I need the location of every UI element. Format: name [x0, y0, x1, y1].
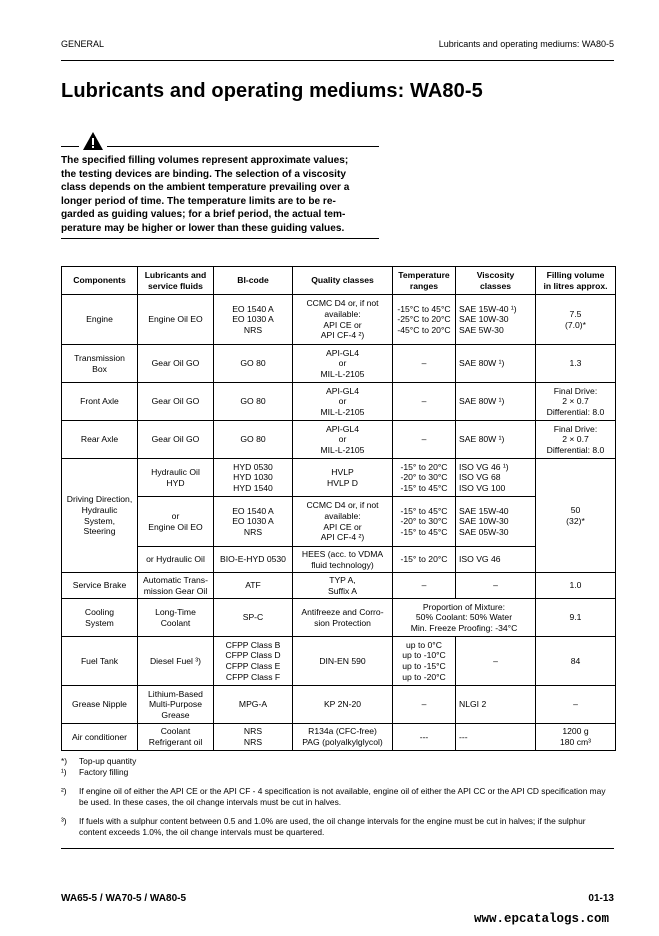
cell-bi-code: SP-C [214, 599, 293, 637]
footnote-three [61, 816, 615, 838]
cell-fill: 9.1 [536, 599, 616, 637]
cell-quality: CCMC D4 or, if not available: API CE or API CF-4 ²) [293, 295, 393, 345]
footnote-mark: ³) [61, 816, 67, 826]
cell-component: Cooling System [62, 599, 138, 637]
cell-component: Grease Nipple [62, 686, 138, 724]
cell-viscosity: SAE 80W ¹) [456, 345, 536, 383]
footnote-mark: ¹) [61, 767, 67, 777]
table-row [62, 295, 616, 345]
cell-fill: – [536, 686, 616, 724]
header-bi-code: BI-code [214, 267, 293, 295]
cell-component: Engine [62, 295, 138, 345]
cell-quality: R134a (CFC-free) PAG (polyalkylglycol) [293, 724, 393, 751]
cell-quality: API-GL4 or MIL-L-2105 [293, 345, 393, 383]
cell-fluid: Automatic Trans- mission Gear Oil [138, 573, 214, 599]
cell-bi-code: CFPP Class B CFPP Class D CFPP Class E CFPP Class F [214, 637, 293, 686]
cell-temperature: -15° to 20°C [393, 547, 456, 573]
cell-temperature: – [393, 686, 456, 724]
cell-viscosity: SAE 15W-40 ¹) SAE 10W-30 SAE 5W-30 [456, 295, 536, 345]
header-filling-volume: Filling volume in litres approx. [536, 267, 616, 295]
footnote-rule [61, 848, 614, 849]
footnotes [61, 756, 615, 838]
cell-quality: DIN-EN 590 [293, 637, 393, 686]
cell-viscosity: --- [456, 724, 536, 751]
cell-bi-code: EO 1540 A EO 1030 A NRS [214, 295, 293, 345]
cell-bi-code: BIO-E-HYD 0530 [214, 547, 293, 573]
footnote-mark: ²) [61, 786, 67, 796]
cell-fluid: Hydraulic Oil HYD [138, 459, 214, 497]
footnote-mark: *) [61, 756, 68, 766]
cell-fluid: or Engine Oil EO [138, 497, 214, 547]
lubricants-table [61, 266, 616, 751]
cell-quality: API-GL4 or MIL-L-2105 [293, 421, 393, 459]
footnote-text: Top-up quantity [79, 756, 137, 766]
cell-quality: Antifreeze and Corro- sion Protection [293, 599, 393, 637]
warning-rule-left [61, 146, 79, 147]
cell-temperature: -15° to 45°C -20° to 30°C -15° to 45°C [393, 497, 456, 547]
header-rule [61, 60, 614, 61]
cell-fluid: Gear Oil GO [138, 421, 214, 459]
warning-line: longer period of time. The temperature limits are to be re- [61, 195, 336, 207]
cell-bi-code: GO 80 [214, 383, 293, 421]
cell-fill: 1.3 [536, 345, 616, 383]
cell-fill: 84 [536, 637, 616, 686]
cell-viscosity: SAE 80W ¹) [456, 421, 536, 459]
table-row [62, 686, 616, 724]
cell-temperature: – [393, 345, 456, 383]
cell-fluid: Engine Oil EO [138, 295, 214, 345]
cell-viscosity: ISO VG 46 ¹) ISO VG 68 ISO VG 100 [456, 459, 536, 497]
cell-bi-code: NRS NRS [214, 724, 293, 751]
footnote-star [61, 756, 615, 767]
footer-website: www.epcatalogs.com [473, 912, 609, 926]
cell-fill: 50 (32)* [536, 459, 616, 573]
table-row [62, 345, 616, 383]
table-row [62, 383, 616, 421]
table-row [62, 547, 616, 573]
cell-temperature: -15°C to 45°C -25°C to 20°C -45°C to 20°C [393, 295, 456, 345]
cell-bi-code: MPG-A [214, 686, 293, 724]
cell-viscosity: SAE 80W ¹) [456, 383, 536, 421]
cell-fill: 1.0 [536, 573, 616, 599]
cell-temperature: -15° to 20°C -20° to 30°C -15° to 45°C [393, 459, 456, 497]
cell-viscosity: SAE 15W-40 SAE 10W-30 SAE 05W-30 [456, 497, 536, 547]
cell-bi-code: ATF [214, 573, 293, 599]
cell-fluid: Lithium-Based Multi-Purpose Grease [138, 686, 214, 724]
cell-fill: 1200 g 180 cm³ [536, 724, 616, 751]
cell-bi-code: EO 1540 A EO 1030 A NRS [214, 497, 293, 547]
cell-bi-code: GO 80 [214, 421, 293, 459]
cell-fluid: Gear Oil GO [138, 383, 214, 421]
footnote-text: Factory filling [79, 767, 129, 777]
table-row [62, 497, 616, 547]
cell-bi-code: GO 80 [214, 345, 293, 383]
cell-component: Air conditioner [62, 724, 138, 751]
cell-temperature: --- [393, 724, 456, 751]
cell-viscosity: NLGI 2 [456, 686, 536, 724]
cell-temperature: up to 0°C up to -10°C up to -15°C up to -20°C [393, 637, 456, 686]
table-row [62, 573, 616, 599]
cell-quality: CCMC D4 or, if not available: API CE or API CF-4 ²) [293, 497, 393, 547]
header-viscosity: Viscosity classes [456, 267, 536, 295]
cell-temperature: – [393, 383, 456, 421]
warning-line: perature may be higher or lower than these guiding values. [61, 222, 345, 234]
cell-viscosity: ISO VG 46 [456, 547, 536, 573]
cell-mixture: Proportion of Mixture: 50% Coolant: 50% Water Min. Freeze Proofing: -34°C [393, 599, 536, 637]
cell-component: Front Axle [62, 383, 138, 421]
cell-quality: HEES (acc. to VDMA fluid technology) [293, 547, 393, 573]
cell-temperature: – [393, 421, 456, 459]
cell-fluid: Long-Time Coolant [138, 599, 214, 637]
warning-line: garded as guiding values; for a brief period, the actual tem- [61, 209, 346, 220]
table-row [62, 724, 616, 751]
header-running-title: Lubricants and operating mediums: WA80-5 [438, 39, 614, 49]
cell-quality: KP 2N-20 [293, 686, 393, 724]
header-section: GENERAL [61, 39, 105, 49]
table-row [62, 421, 616, 459]
warning-box [61, 131, 379, 239]
cell-quality: HVLP HVLP D [293, 459, 393, 497]
cell-viscosity: – [456, 573, 536, 599]
header-lubricants: Lubricants and service fluids [138, 267, 214, 295]
cell-fluid: or Hydraulic Oil [138, 547, 214, 573]
cell-fluid: Diesel Fuel ³) [138, 637, 214, 686]
table-row [62, 459, 616, 497]
warning-line: class depends on the ambient temperature prevailing over a [61, 182, 350, 193]
warning-rule-bottom [61, 238, 379, 239]
header-components: Components [62, 267, 138, 295]
cell-component: Fuel Tank [62, 637, 138, 686]
warning-triangle-icon [82, 131, 104, 151]
table-header-row [62, 267, 616, 295]
footnote-text: If engine oil of either the API CE or the API CF - 4 specification is not available, engine oil of either the API CC or the API CD specification may be used. In these cases, the oil change intervals must be cut in halves. [79, 786, 606, 807]
cell-fluid: Coolant Refrigerant oil [138, 724, 214, 751]
warning-rule-right [107, 146, 379, 147]
header-temperature: Temperature ranges [393, 267, 456, 295]
warning-line: the testing devices are binding. The selection of a viscosity [61, 168, 346, 180]
footnote-two [61, 786, 615, 808]
cell-temperature: – [393, 573, 456, 599]
cell-component: Transmission Box [62, 345, 138, 383]
cell-bi-code: HYD 0530 HYD 1030 HYD 1540 [214, 459, 293, 497]
cell-component: Rear Axle [62, 421, 138, 459]
cell-fill: Final Drive: 2 × 0.7 Differential: 8.0 [536, 383, 616, 421]
cell-quality: API-GL4 or MIL-L-2105 [293, 383, 393, 421]
footnote-text: If fuels with a sulphur content between 0.5 and 1.0% are used, the oil change intervals for the engine must be cut in halves; if the sulphur content exceeds 1.0%, the oil change intervals must be quartered. [79, 816, 586, 837]
cell-quality: TYP A, Suffix A [293, 573, 393, 599]
cell-fill: Final Drive: 2 × 0.7 Differential: 8.0 [536, 421, 616, 459]
page-title: Lubricants and operating mediums: WA80-5 [61, 80, 483, 102]
cell-fill: 7.5 (7.0)* [536, 295, 616, 345]
table-row [62, 637, 616, 686]
footnote-one [61, 767, 615, 778]
cell-component: Service Brake [62, 573, 138, 599]
cell-component: Driving Direction, Hydraulic System, Steering [62, 459, 138, 573]
table-row [62, 599, 616, 637]
warning-text [61, 154, 379, 235]
footer-models: WA65-5 / WA70-5 / WA80-5 [61, 893, 187, 904]
cell-viscosity: – [456, 637, 536, 686]
footer-page-number: 01-13 [588, 893, 614, 904]
cell-fluid: Gear Oil GO [138, 345, 214, 383]
header-quality: Quality classes [293, 267, 393, 295]
warning-line: The specified filling volumes represent approximate values; [61, 155, 349, 166]
